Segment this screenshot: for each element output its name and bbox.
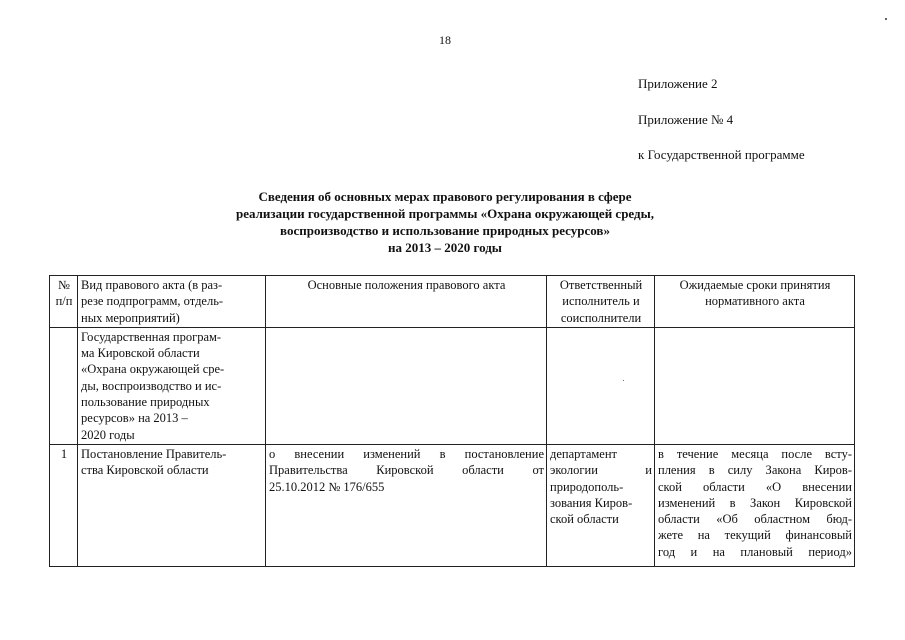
title-line: на 2013 – 2020 годы [388, 240, 502, 255]
table-cell [50, 327, 78, 444]
page-number: 18 [439, 33, 451, 47]
appendix-label-3: к Государственной программе [638, 147, 805, 162]
header-responsible: Ответственный исполнитель и соисполнители [547, 276, 655, 328]
responsible-cell: департамент экологии и природополь- зования Киров- ской области [547, 444, 655, 566]
table-header-row [50, 276, 855, 328]
act-kind-cell: Постановление Правитель- ства Кировской области [78, 444, 266, 566]
table-cell [547, 327, 655, 444]
header-expected-terms: Ожидаемые сроки принятия нормативного акта [655, 276, 855, 328]
title-line: воспроизводство и использование природных ресурсов» [280, 223, 610, 238]
row-number-cell: 1 [50, 444, 78, 566]
header-main-provisions: Основные положения правового акта [266, 276, 547, 328]
header-act-kind: Вид правового акта (в раз- резе подпрограмм, отдель- ных мероприятий) [78, 276, 266, 328]
expected-terms-cell: в течение месяца после всту- пления в силу Закона Киров- ской области «О внесении изменений в Закон Кировской области «Об областном бюд- жете на текущий финансовый год и на плановый период» [655, 444, 855, 566]
program-name-cell: Государственная програм- ма Кировской области «Охрана окружающей сре- ды, воспроизводство и ис- пользование природных ресурсов» на 2013 – 2020 годы [78, 327, 266, 444]
scan-speck [885, 18, 887, 20]
measures-table [49, 275, 855, 567]
table-cell [266, 327, 547, 444]
scan-speck [623, 380, 624, 381]
title-line: реализации государственной программы «Охрана окружающей среды, [235, 206, 655, 221]
table-row [50, 444, 855, 566]
document-title [150, 188, 740, 256]
table-cell [655, 327, 855, 444]
table-row-program [50, 327, 855, 444]
header-num: № п/п [50, 276, 78, 328]
title-line: Сведения об основных мерах правового регулирования в сфере [258, 189, 632, 204]
appendix-label-1: Приложение 2 [638, 76, 718, 91]
appendix-label-2: Приложение № 4 [638, 112, 734, 127]
main-provisions-cell: о внесении изменений в постановление Правительства Кировской области от 25.10.2012 № 176/655 [266, 444, 547, 566]
